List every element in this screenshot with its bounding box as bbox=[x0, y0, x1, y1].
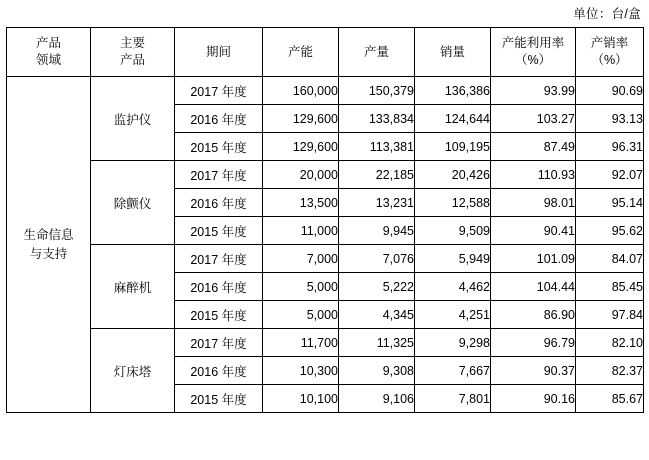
cell-capacity: 11,700 bbox=[263, 329, 339, 357]
cell-capacity-utilization: 98.01 bbox=[491, 189, 576, 217]
cell-production-sales-rate: 90.69 bbox=[576, 77, 644, 105]
cell-sales-volume: 124,644 bbox=[415, 105, 491, 133]
column-header-capacity-utilization bbox=[491, 28, 576, 77]
cell-output: 4,345 bbox=[339, 301, 415, 329]
cell-production-sales-rate: 95.62 bbox=[576, 217, 644, 245]
cell-production-sales-rate: 97.84 bbox=[576, 301, 644, 329]
cell-capacity-utilization: 104.44 bbox=[491, 273, 576, 301]
cell-output: 9,106 bbox=[339, 385, 415, 413]
column-header-sales-volume bbox=[415, 28, 491, 77]
cell-main-product: 灯床塔 bbox=[91, 329, 175, 413]
cell-output: 9,945 bbox=[339, 217, 415, 245]
cell-production-sales-rate: 82.10 bbox=[576, 329, 644, 357]
cell-capacity: 13,500 bbox=[263, 189, 339, 217]
column-header-product-area-line2: 领域 bbox=[35, 53, 61, 67]
cell-sales-volume: 136,386 bbox=[415, 77, 491, 105]
cell-period: 2015 年度 bbox=[175, 301, 263, 329]
cell-output: 11,325 bbox=[339, 329, 415, 357]
table-row bbox=[7, 329, 644, 357]
cell-capacity-utilization: 96.79 bbox=[491, 329, 576, 357]
cell-production-sales-rate: 84.07 bbox=[576, 245, 644, 273]
cell-period: 2016 年度 bbox=[175, 105, 263, 133]
cell-production-sales-rate: 85.67 bbox=[576, 385, 644, 413]
cell-period: 2017 年度 bbox=[175, 329, 263, 357]
cell-capacity: 11,000 bbox=[263, 217, 339, 245]
cell-period: 2016 年度 bbox=[175, 189, 263, 217]
cell-sales-volume: 5,949 bbox=[415, 245, 491, 273]
column-header-main-product bbox=[91, 28, 175, 77]
cell-capacity-utilization: 90.41 bbox=[491, 217, 576, 245]
cell-sales-volume: 12,588 bbox=[415, 189, 491, 217]
cell-period: 2016 年度 bbox=[175, 273, 263, 301]
column-header-main-product-line1: 主要 bbox=[119, 36, 145, 50]
cell-capacity-utilization: 101.09 bbox=[491, 245, 576, 273]
cell-period: 2017 年度 bbox=[175, 161, 263, 189]
cell-output: 9,308 bbox=[339, 357, 415, 385]
column-header-period-line1: 期间 bbox=[205, 44, 231, 59]
cell-sales-volume: 20,426 bbox=[415, 161, 491, 189]
table-body bbox=[7, 77, 644, 413]
cell-production-sales-rate: 93.13 bbox=[576, 105, 644, 133]
cell-production-sales-rate: 92.07 bbox=[576, 161, 644, 189]
column-header-capacity-utilization-line2: （%） bbox=[514, 53, 552, 67]
cell-sales-volume: 9,509 bbox=[415, 217, 491, 245]
table-row bbox=[7, 161, 644, 189]
column-header-capacity-line1: 产能 bbox=[287, 44, 313, 59]
cell-capacity-utilization: 87.49 bbox=[491, 133, 576, 161]
table-header-row bbox=[7, 28, 644, 77]
column-header-main-product-line2: 产品 bbox=[119, 53, 145, 67]
column-header-capacity-utilization-line1: 产能利用率 bbox=[501, 36, 565, 50]
cell-production-sales-rate: 95.14 bbox=[576, 189, 644, 217]
cell-period: 2017 年度 bbox=[175, 245, 263, 273]
cell-main-product: 监护仪 bbox=[91, 77, 175, 161]
cell-capacity-utilization: 103.27 bbox=[491, 105, 576, 133]
cell-capacity: 129,600 bbox=[263, 105, 339, 133]
column-header-capacity bbox=[263, 28, 339, 77]
cell-capacity: 5,000 bbox=[263, 273, 339, 301]
table-row bbox=[7, 245, 644, 273]
cell-capacity-utilization: 90.37 bbox=[491, 357, 576, 385]
cell-capacity: 5,000 bbox=[263, 301, 339, 329]
cell-production-sales-rate: 96.31 bbox=[576, 133, 644, 161]
table-header bbox=[7, 28, 644, 77]
cell-capacity-utilization: 110.93 bbox=[491, 161, 576, 189]
cell-output: 5,222 bbox=[339, 273, 415, 301]
cell-capacity-utilization: 93.99 bbox=[491, 77, 576, 105]
cell-production-sales-rate: 85.45 bbox=[576, 273, 644, 301]
cell-capacity: 160,000 bbox=[263, 77, 339, 105]
cell-period: 2015 年度 bbox=[175, 133, 263, 161]
cell-sales-volume: 4,251 bbox=[415, 301, 491, 329]
cell-sales-volume: 4,462 bbox=[415, 273, 491, 301]
column-header-period bbox=[175, 28, 263, 77]
cell-sales-volume: 7,667 bbox=[415, 357, 491, 385]
column-header-product-area bbox=[7, 28, 91, 77]
cell-sales-volume: 9,298 bbox=[415, 329, 491, 357]
cell-capacity: 7,000 bbox=[263, 245, 339, 273]
cell-output: 150,379 bbox=[339, 77, 415, 105]
column-header-output-line1: 产量 bbox=[363, 44, 389, 59]
column-header-product-area-line1: 产品 bbox=[35, 36, 61, 50]
cell-capacity-utilization: 86.90 bbox=[491, 301, 576, 329]
cell-product-area-line2: 与支持 bbox=[29, 246, 68, 261]
column-header-production-sales-rate-line2: （%） bbox=[591, 53, 628, 67]
column-header-production-sales-rate bbox=[576, 28, 644, 77]
cell-period: 2017 年度 bbox=[175, 77, 263, 105]
unit-note: 单位：台/盒 bbox=[573, 7, 641, 21]
cell-output: 13,231 bbox=[339, 189, 415, 217]
cell-production-sales-rate: 82.37 bbox=[576, 357, 644, 385]
cell-capacity: 20,000 bbox=[263, 161, 339, 189]
cell-output: 7,076 bbox=[339, 245, 415, 273]
cell-period: 2015 年度 bbox=[175, 385, 263, 413]
cell-output: 113,381 bbox=[339, 133, 415, 161]
column-header-production-sales-rate-line1: 产销率 bbox=[590, 36, 629, 50]
cell-capacity-utilization: 90.16 bbox=[491, 385, 576, 413]
cell-product-area-line1: 生命信息 bbox=[23, 227, 74, 242]
cell-output: 22,185 bbox=[339, 161, 415, 189]
cell-product-area bbox=[7, 77, 91, 413]
cell-period: 2015 年度 bbox=[175, 217, 263, 245]
column-header-output bbox=[339, 28, 415, 77]
cell-main-product: 除颤仪 bbox=[91, 161, 175, 245]
cell-main-product: 麻醉机 bbox=[91, 245, 175, 329]
cell-capacity: 10,300 bbox=[263, 357, 339, 385]
cell-sales-volume: 109,195 bbox=[415, 133, 491, 161]
cell-capacity: 129,600 bbox=[263, 133, 339, 161]
cell-period: 2016 年度 bbox=[175, 357, 263, 385]
production-capacity-table bbox=[6, 27, 644, 413]
cell-capacity: 10,100 bbox=[263, 385, 339, 413]
column-header-sales-volume-line1: 销量 bbox=[439, 44, 465, 59]
cell-sales-volume: 7,801 bbox=[415, 385, 491, 413]
table-row bbox=[7, 77, 644, 105]
cell-output: 133,834 bbox=[339, 105, 415, 133]
